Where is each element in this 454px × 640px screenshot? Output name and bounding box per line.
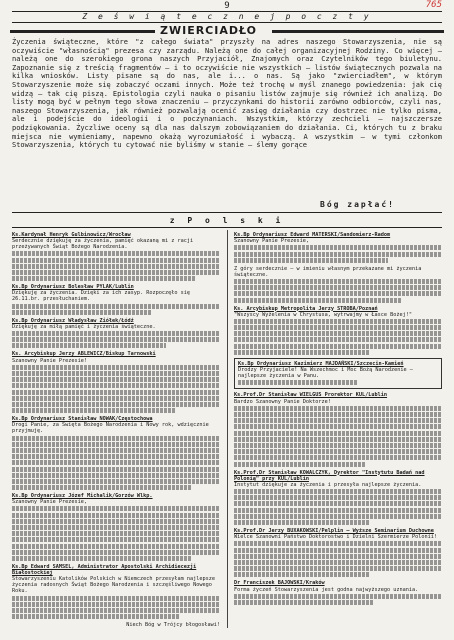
illegible-text-line <box>12 513 220 518</box>
illegible-text-line <box>12 602 220 607</box>
right-column <box>234 232 442 608</box>
letter-entry <box>12 493 220 561</box>
illegible-text-line <box>12 614 180 619</box>
illegible-text-line <box>12 550 220 555</box>
feature-masthead <box>10 24 444 37</box>
column-header: z P o l s k i <box>169 216 285 225</box>
illegible-text-line <box>12 396 220 401</box>
illegible-text-line <box>12 485 191 490</box>
illegible-text-line <box>234 455 442 460</box>
letter-entry <box>234 306 442 355</box>
illegible-text-line <box>234 412 442 417</box>
letter-entry <box>234 580 442 605</box>
illegible-text-line <box>12 276 195 281</box>
illegible-text-line <box>12 365 220 370</box>
letter-excerpt: Szanowny Panie Prezesie, <box>234 238 309 245</box>
illegible-text-line <box>234 319 442 324</box>
letter-sender: Ks.Prof.Dr Stanisław WIELGUS Prorektor KUL/Lublin <box>234 392 388 399</box>
letter-excerpt: Drodzy Przyjaciele! Na Wszechmoc i Moc Bożą Narodzenie — najlepsze życzenia w Panu. <box>238 367 413 380</box>
illegible-text-line <box>12 343 166 348</box>
illegible-text-line <box>234 344 442 349</box>
letter-excerpt: Dziękuję za miłą pamięć i życzenia świąteczne. <box>12 323 156 330</box>
illegible-text-line <box>234 514 442 519</box>
letter-sender: Ks.Bp Ordynariusz Kazimierz MAJDAŃSKI/Szczecin-Kamień <box>238 360 404 367</box>
letter-sender: Dr Franciszek BAJOWSKI/Kraków <box>234 580 325 587</box>
feature-title: ZWIERCIADŁO <box>160 24 258 37</box>
letter-sender: Ks.Prof.Dr Stanisław KOWALCZYK, Dyrektor "Instytutu Badań nad Polonią" przy KUL/Lublin <box>234 469 425 482</box>
illegible-text-line <box>12 442 220 447</box>
illegible-text-line <box>12 596 220 601</box>
letter-entry <box>234 528 442 577</box>
illegible-text-line <box>234 594 442 599</box>
illegible-text-line <box>234 449 442 454</box>
illegible-text-line <box>12 537 220 542</box>
letter-sender: Ks. Arcybiskup Jerzy ABLEWICZ/Biskup Tarnowski <box>12 351 156 358</box>
illegible-text-line <box>12 519 220 524</box>
illegible-text-line <box>12 408 176 413</box>
masthead-bar-left <box>10 30 155 33</box>
letter-entry <box>12 351 220 413</box>
illegible-text-line <box>12 460 220 465</box>
illegible-text-line <box>234 331 442 336</box>
illegible-text-line <box>12 371 220 376</box>
illegible-text-line <box>234 443 442 448</box>
letter-sender: Ks.Bp Ordynariusz Edward MATERSKI/Sandomierz-Radom <box>234 232 391 238</box>
illegible-text-line <box>234 554 442 559</box>
letter-excerpt: Dziękuję za życzenia. Dzięki za ich zasyp. Rozpoczęło się 26.11.br. przesłuchaniem. <box>12 290 191 303</box>
illegible-text-line <box>234 291 442 296</box>
letter-excerpt: Bardzo Szanowny Panie Doktorze! <box>234 398 331 405</box>
illegible-text-line <box>234 489 442 494</box>
letter-entry <box>12 318 220 349</box>
illegible-text-line <box>234 424 442 429</box>
letter-entry <box>12 284 220 315</box>
column-divider <box>227 230 228 628</box>
illegible-text-line <box>234 298 402 303</box>
illegible-text-line <box>12 264 220 269</box>
letter-sender: Ks.Bp Ordynariusz Józef Michalik/Gorzów Wlkp. <box>12 493 153 500</box>
letter-excerpt: Forma życzeń Stowarzyszenia jest godna najwyższego uznania. <box>234 586 419 593</box>
letter-entry <box>12 564 220 619</box>
illegible-text-line <box>234 508 442 513</box>
illegible-text-line <box>12 270 220 275</box>
illegible-text-line <box>234 252 442 257</box>
illegible-text-line <box>234 325 442 330</box>
letter-excerpt: Stowarzyszeniu Katolików Polskich w Niemczech przesyłam najlepsze życzenia radosnych Świąt Bożego Narodzenia i szczęśliwego Nowego Roku. <box>12 576 216 595</box>
illegible-text-line <box>12 337 220 342</box>
illegible-text-line <box>234 350 369 355</box>
illegible-text-line <box>12 531 220 536</box>
letter-excerpt: Serdecznie dziękuję za życzenia, pamięć okazaną mi z racji przeżywanych Świąt Bożego Narodzenia. <box>12 238 194 251</box>
archive-stamp: 765 <box>425 0 442 10</box>
illegible-text-line <box>234 406 442 411</box>
divider-bottom <box>12 227 442 228</box>
illegible-text-line <box>12 448 220 453</box>
illegible-text-line <box>12 331 220 336</box>
illegible-text-line <box>234 337 442 342</box>
illegible-text-line <box>234 520 369 525</box>
illegible-text-line <box>12 383 220 388</box>
illegible-text-line <box>234 431 442 436</box>
letter-sender: Ks.Kardynał Henryk Gulbinowicz/Wrocław <box>12 232 131 238</box>
illegible-text-line <box>12 473 220 478</box>
left-column-signature: Niech Bóg w Trójcy błogosławi! <box>126 622 220 629</box>
letter-entry <box>234 266 442 303</box>
illegible-text-line <box>234 566 442 571</box>
letter-sender: Ks.Bp Ordynariusz Władysław Ziółek/Łódź <box>12 317 134 324</box>
illegible-text-line <box>234 258 388 263</box>
letter-sender: Ks.Bp Edward SAMSEL, Administrator Apostolski Archidiecezji Białostockiej <box>12 563 197 577</box>
illegible-text-line <box>234 501 442 506</box>
illegible-text-line <box>234 437 442 442</box>
illegible-text-line <box>12 251 220 256</box>
letter-excerpt: "Wszyscy Wyżelenia w Chrystusa, wytrwajmy w Łasce Bożej!" <box>234 311 413 318</box>
letter-sender: Ks.Bp Ordynariusz Bolesław PYLAK/Lublin <box>12 284 134 291</box>
letter-entry <box>234 470 442 526</box>
letter-sender: Ks.Prof.Dr Jerzy BUXAKOWSKI/Pelplin — Wyższe Seminarium Duchowne <box>234 528 434 535</box>
letter-sender: Ks. Arcybiskup Metropolita Jerzy STROBA/Poznań <box>234 305 378 312</box>
illegible-text-line <box>12 454 220 459</box>
masthead-bar-right <box>272 30 444 33</box>
illegible-text-line <box>12 608 220 613</box>
illegible-text-line <box>12 525 220 530</box>
letter-entry <box>234 392 442 466</box>
illegible-text-line <box>12 544 220 549</box>
illegible-text-line <box>234 572 369 577</box>
letter-entry <box>234 358 442 390</box>
page-number: 9 <box>224 1 230 11</box>
illegible-text-line <box>234 600 373 605</box>
letter-excerpt: Wielce Szanowni Państwo Doktorostwo i Dzielni Szermierze Polonii! <box>234 534 438 541</box>
illegible-text-line <box>12 310 151 315</box>
illegible-text-line <box>12 556 191 561</box>
illegible-text-line <box>234 418 442 423</box>
illegible-text-line <box>234 560 442 565</box>
illegible-text-line <box>12 436 220 441</box>
illegible-text-line <box>12 467 220 472</box>
illegible-text-line <box>12 479 220 484</box>
letter-excerpt: Szanowny Panie Prezesie! <box>12 357 87 364</box>
section-header: Z e ś w i ą t e c z n e j p o c z t y <box>12 11 442 23</box>
illegible-text-line <box>12 377 220 382</box>
letter-excerpt: Drogi Panie, za Święta Bożego Narodzenia i Nowy rok, wdzięcznie przyjmuję. <box>12 422 209 435</box>
divider-top <box>12 212 442 213</box>
letter-entry <box>12 416 220 490</box>
letter-excerpt: Instytut dziękuje za życzenia i przesyła najlepsze życzenia. <box>234 481 422 488</box>
letter-sender: Ks.Bp Ordynariusz Stanisław NOWAK/Częstochowa <box>12 416 153 423</box>
illegible-text-line <box>234 495 442 500</box>
illegible-text-line <box>234 245 442 250</box>
illegible-text-line <box>238 380 358 385</box>
illegible-text-line <box>12 390 220 395</box>
illegible-text-line <box>12 402 220 407</box>
letter-excerpt: Szanowny Panie Prezesie, <box>12 499 87 506</box>
illegible-text-line <box>12 258 220 263</box>
illegible-text-line <box>12 506 220 511</box>
illegible-text-line <box>234 279 442 284</box>
feature-body: Życzenia świąteczne, które "z całego świata" przyszły na adres naszego Stowarzyszenia, nie są oczywiście "własnością" prezesa czy zarządu. Należą one do całej organizacyjnej Rodziny. Co więcej — należą one do szerokiego grona naszych Przyjaciół, Znajomych oraz Czytelników tego biuletynu. Zapoznanie się z treścią fragmentów — i to oczywiście nie wszystkich — listów świątecznych pozwala na kilka wniosków. Listy pisane są do nas, ale i... o nas. Są jako "zwierciadłem", w którym Stowarzyszenie może się zobaczyć oczami innych. Może też trochę w myśl znanego powiedzenia: jak cię widzą — tak cię piszą. Epistologia czyli nauka o pisaniu listów zajmuje się również ich analizą. Do listy mogą być w pełnym tego słowa znaczeniu — przyczynkami do historii zarówno odbiorców, czyli nas, naszego Stowarzyszenia, jak również pozwalają ocenić zasięg działania czy dostrzec nie tylko pisma, ale i podejście do ideologii i o poczynaniach. Wszystkim, którzy zechcieli — najszczersze podziękowania. Życzliwe oceny są dla nas dalszym zobowiązaniem do działania. Ci, których tu z braku miejsca nie wymieniamy, napewno okażą wyrozumiałość i wybaczą. A wszystkim — w tymi członkom Stowarzyszenia, których tu cytować nie byliśmy w stanie — ślemy gorące <box>12 38 442 150</box>
illegible-text-line <box>234 541 442 546</box>
illegible-text-line <box>234 462 365 467</box>
letter-entry <box>12 232 220 281</box>
illegible-text-line <box>234 548 442 553</box>
illegible-text-line <box>234 285 442 290</box>
left-column <box>12 232 220 630</box>
feature-closing: Bóg zapłać! <box>320 200 395 209</box>
illegible-text-line <box>12 304 220 309</box>
letter-excerpt: Z góry serdecznie — w imieniu własnym przekazane mi życzenia świąteczne. <box>234 265 422 278</box>
letter-entry <box>234 232 442 263</box>
